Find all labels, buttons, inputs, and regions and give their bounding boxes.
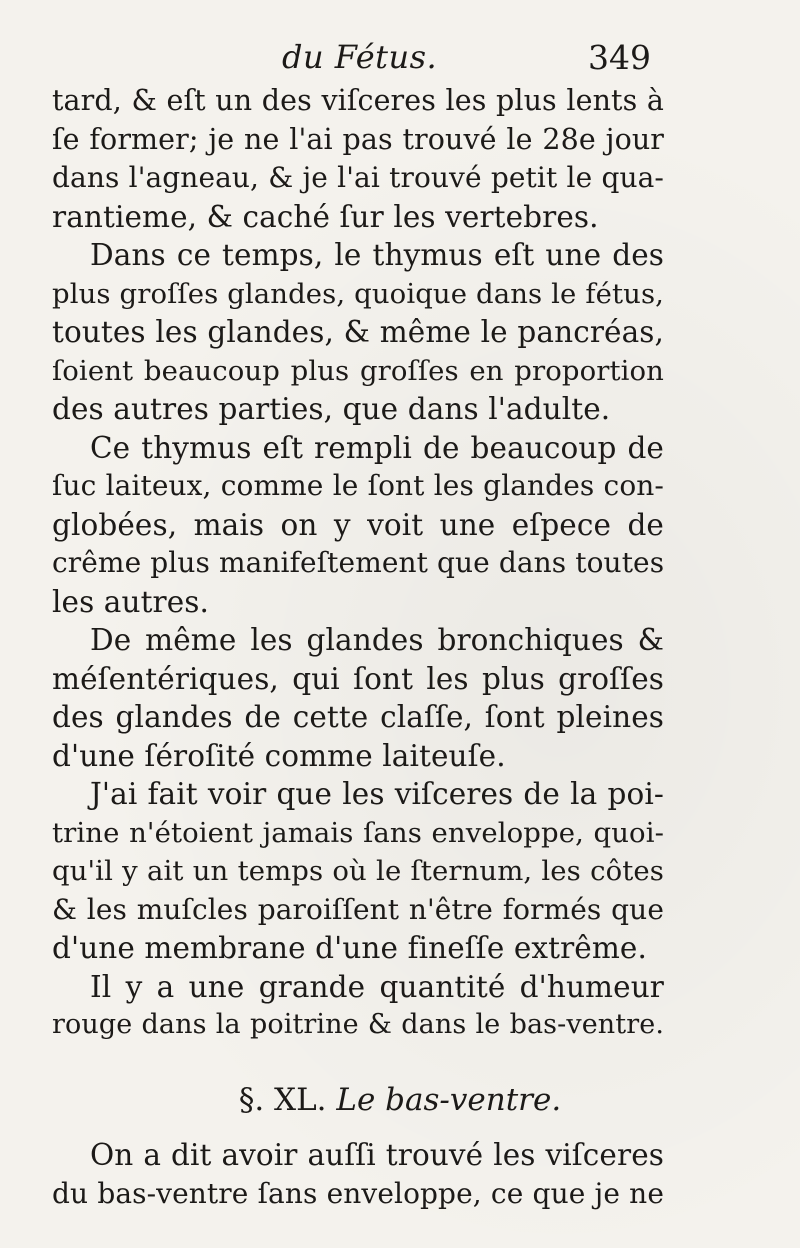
section-number: §. XL. (238, 1082, 327, 1118)
text-line: plus groſſes glandes, quoique dans le fétus, (52, 277, 664, 310)
section-heading (0, 1080, 800, 1120)
text-line: rantieme, & caché ſur les vertebres. (52, 199, 599, 234)
text-line: ſuc laiteux, comme le ſont les glandes con- (52, 469, 664, 502)
text-line: des autres parties, que dans l'adulte. (52, 392, 611, 426)
section-title: Le bas-ventre. (336, 1082, 562, 1118)
text-line: crême plus manifeſtement que dans toutes (52, 546, 665, 579)
text-line: toutes les glandes, & même le pancréas, (52, 315, 664, 349)
running-head-title: du Fétus. (282, 38, 438, 76)
running-head (0, 38, 800, 88)
text-line: d'une ſéroſité comme laiteuſe. (52, 738, 506, 773)
paragraph-first-line: Dans ce temps, le thymus eſt une des (90, 238, 664, 272)
text-line: ſe former; je ne l'ai pas trouvé le 28e jour (52, 122, 664, 156)
text-line: & les muſcles paroiſſent n'être formés que (52, 892, 664, 926)
paragraph-first-line: Il y a une grande quantité d'humeur (90, 969, 664, 1004)
text-line: des glandes de cette claſſe, ſont pleines (52, 700, 664, 734)
text-line: dans l'agneau, & je l'ai trouvé petit le qua- (52, 161, 664, 194)
body-text (52, 82, 664, 1045)
text-line: tard, & eſt un des viſceres les plus lents à (52, 84, 664, 117)
paragraph-first-line: J'ai fait voir que les viſceres de la poi- (90, 777, 664, 811)
text-line: globées, mais on y voit une eſpece de (52, 507, 664, 542)
text-line: rouge dans la poitrine & dans le bas-ventre. (52, 1009, 664, 1040)
text-line: les autres. (52, 584, 210, 619)
body-text-continued (52, 1136, 664, 1213)
paragraph-first-line: On a dit avoir auſſi trouvé les viſceres (90, 1138, 664, 1172)
text-line: qu'il y ait un temps où le ſternum, les côtes (52, 855, 664, 887)
text-line: ſoient beaucoup plus groſſes en proportion (52, 354, 664, 387)
page-number: 349 (588, 38, 651, 77)
text-line: du bas-ventre ſans enveloppe, ce que je ne (52, 1176, 664, 1210)
paragraph-first-line: Ce thymus eſt rempli de beaucoup de (90, 430, 664, 465)
text-line: trine n'étoient jamais ſans enveloppe, quoi- (52, 816, 664, 849)
paragraph-first-line: De même les glandes bronchiques & (90, 623, 664, 657)
text-line: d'une membrane d'une fineſſe extrême. (52, 931, 647, 965)
text-line: méſentériques, qui ſont les plus groſſes (52, 661, 664, 696)
